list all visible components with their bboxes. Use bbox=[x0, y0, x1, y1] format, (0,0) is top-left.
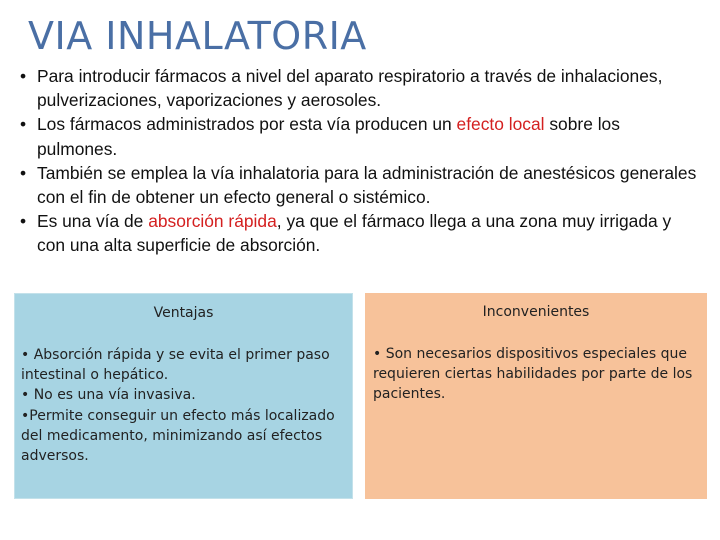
ventajas-heading: Ventajas bbox=[153, 305, 214, 321]
bullet-text: Los fármacos administrados por esta vía producen un bbox=[37, 114, 457, 135]
bullet-text-after: sobre los pulmones. bbox=[37, 114, 620, 159]
bullet-text: También se emplea la vía inhalatoria para la administración de anestésicos generales con el fin de obtener un efecto general o sistémico. bbox=[37, 162, 697, 208]
inconvenientes-box bbox=[365, 293, 707, 499]
bullet-text: Para introducir fármacos a nivel del aparato respiratorio a través de inhalaciones, pulverizaciones, vaporizaciones y aerosoles. bbox=[37, 66, 663, 111]
bullet-item bbox=[20, 112, 700, 160]
bullet-text-after: , ya que el fármaco llega a una zona muy irrigada y con una alta superficie de absorción. bbox=[37, 211, 672, 256]
bullet-item bbox=[20, 64, 700, 112]
inconvenientes-list bbox=[365, 344, 707, 405]
ventajas-item: • No es una vía invasiva. bbox=[21, 387, 196, 404]
ventajas-item: •Permite conseguir un efecto más localizado del medicamento, minimizando así efectos adversos. bbox=[21, 407, 335, 465]
ventajas-box bbox=[14, 293, 353, 499]
bullet-highlight: efecto local bbox=[456, 114, 545, 135]
ventajas-item: • Absorción rápida y se evita el primer paso intestinal o hepático. bbox=[21, 347, 330, 384]
bullet-item bbox=[20, 161, 700, 209]
inconvenientes-heading: Inconvenientes bbox=[482, 304, 590, 320]
ventajas-list bbox=[15, 345, 352, 466]
slide-title: VIA INHALATORIA bbox=[28, 14, 367, 58]
bullet-text: Es una vía de bbox=[37, 211, 149, 232]
inconvenientes-item: • Son necesarios dispositivos especiales que requieren ciertas habilidades por parte de los pacientes. bbox=[373, 346, 693, 403]
bullet-highlight: absorción rápida bbox=[148, 211, 277, 232]
bullet-item bbox=[20, 209, 700, 257]
bullet-list bbox=[20, 64, 700, 258]
